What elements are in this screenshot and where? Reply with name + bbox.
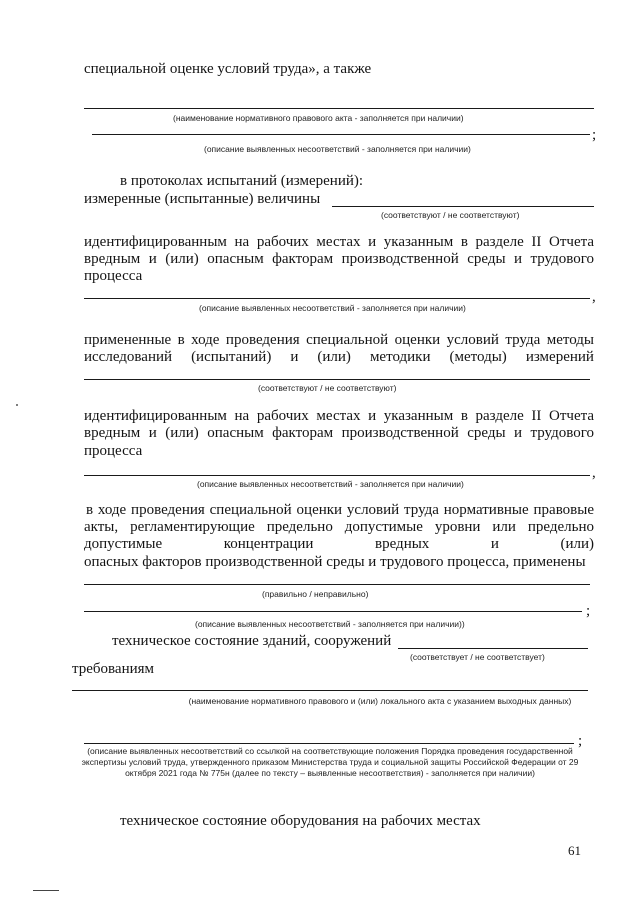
- word: (методы): [449, 349, 507, 365]
- scan-artifact: [33, 890, 59, 891]
- caption: (описание выявленных несоответствий - заполняется при наличии): [199, 303, 466, 313]
- fill-line: [84, 298, 590, 299]
- caption: (соответствуют / не соответствуют): [258, 383, 397, 393]
- fill-line: [84, 379, 590, 380]
- word: методики: [369, 349, 431, 365]
- word: и: [490, 536, 499, 552]
- fill-line: [84, 611, 582, 612]
- text-line: идентифицированным на рабочих местах и указанным в разделе II Отчета: [84, 234, 594, 250]
- fill-line: [84, 743, 574, 744]
- word: допустимые: [84, 536, 163, 552]
- text-line: процесса: [84, 443, 143, 459]
- caption: (описание выявленных несоответствий со ссылкой на соответствующие положения Порядка проведения государственной экспертизы условий труда, утвержденного приказом Министерства труда и социальной защиты Российской Федерации от 29 октября 2021 года № 775н (далее по тексту – выявленные несоответствия) - заполняется при наличии): [81, 746, 579, 778]
- fill-line: [332, 206, 594, 207]
- caption: (наименование нормативного правового и (или) локального акта с указанием выходных данных): [188, 696, 572, 706]
- word: и: [290, 349, 299, 365]
- text-line: измеренные (испытанные) величины: [84, 191, 321, 207]
- text-line: требованиям: [72, 661, 155, 677]
- fill-line: [84, 475, 590, 476]
- fill-line: [84, 108, 594, 109]
- text-line: техническое состояние оборудования на рабочих местах: [120, 813, 481, 829]
- punctuation: ,: [592, 289, 596, 305]
- text-line: в протоколах испытаний (измерений):: [120, 173, 364, 189]
- text-line: идентифицированным на рабочих местах и указанным в разделе II Отчета: [84, 408, 594, 424]
- text-line: процесса: [84, 268, 143, 284]
- word: (или): [317, 349, 351, 365]
- word: (или): [560, 536, 594, 552]
- text-line: вредным и (или) опасным факторам производственной среды и трудового: [84, 251, 594, 267]
- text-line: техническое состояние зданий, сооружений: [112, 633, 392, 649]
- fill-line: [72, 690, 588, 691]
- punctuation: ;: [586, 603, 591, 619]
- text-line: примененные в ходе проведения специальной оценки условий труда методы: [84, 332, 594, 348]
- word: концентрации: [223, 536, 314, 552]
- fill-line: [398, 648, 588, 649]
- word: вредных: [375, 536, 430, 552]
- text-line: опасных факторов производственной среды и трудового процесса, применены: [84, 554, 586, 570]
- punctuation: ;: [592, 127, 597, 143]
- punctuation: ;: [578, 733, 583, 749]
- caption: (соответствует / не соответствует): [410, 652, 545, 662]
- page-number: 61: [568, 843, 581, 858]
- text-line-spread: [84, 536, 594, 553]
- caption: (наименование нормативного правового акта - заполняется при наличии): [173, 113, 464, 123]
- text-line: акты, регламентирующие предельно допустимые уровни или предельно: [84, 519, 594, 535]
- caption: (соответствуют / не соответствуют): [381, 210, 520, 220]
- scan-dot: [16, 404, 18, 406]
- punctuation: ,: [592, 465, 596, 481]
- text-line-spread: [84, 349, 594, 366]
- caption: (описание выявленных несоответствий - заполняется при наличии): [204, 144, 471, 154]
- fill-line: [84, 584, 590, 585]
- fill-line: [92, 134, 590, 135]
- word: (испытаний): [191, 349, 272, 365]
- caption: (описание выявленных несоответствий - заполняется при наличии): [197, 479, 464, 489]
- text-line: специальной оценке условий труда», а также: [84, 61, 372, 77]
- word: исследований: [84, 349, 173, 365]
- caption: (правильно / неправильно): [262, 589, 369, 599]
- text-line: вредным и (или) опасным факторам производственной среды и трудового: [84, 425, 594, 441]
- text-line: в ходе проведения специальной оценки условий труда нормативные правовые: [86, 502, 594, 518]
- word: измерений: [525, 349, 594, 365]
- caption: (описание выявленных несоответствий - заполняется при наличии)): [195, 619, 465, 629]
